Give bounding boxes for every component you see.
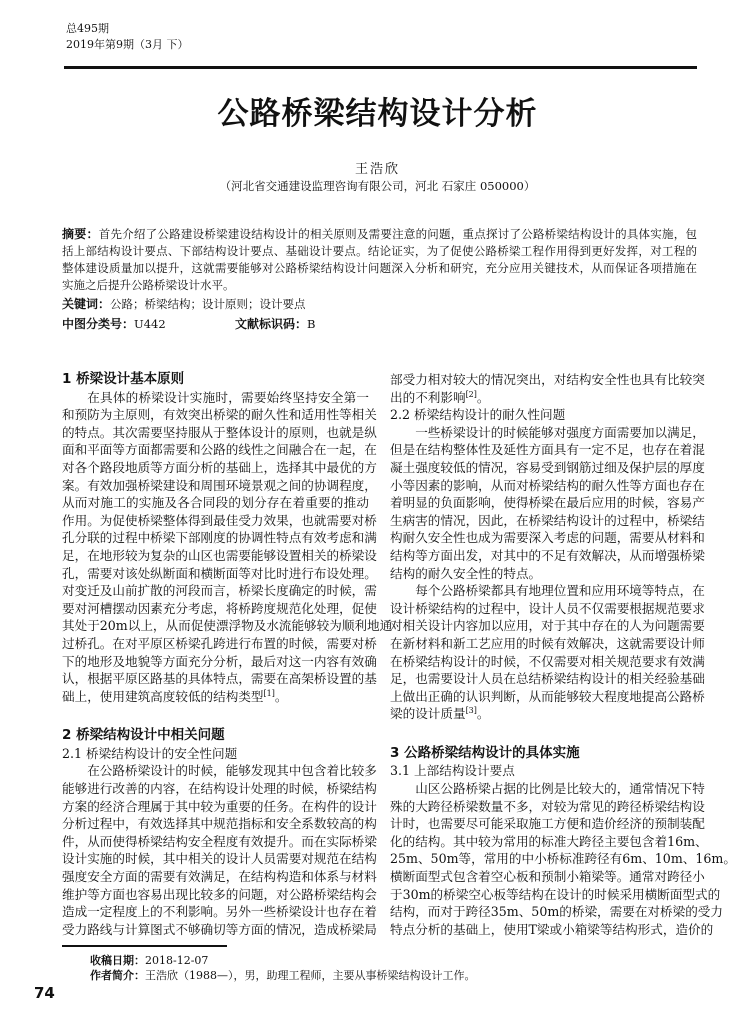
text-line: 横断面型式包含着空心板和预制小箱梁等。通常对跨径小 — [390, 869, 705, 885]
text-line: 在具体的桥梁设计实施时，需要始终坚持安全第一 — [87, 389, 369, 405]
text-line: 孔分联的过程中桥梁下部刚度的协调性特点有效考虑和满 — [62, 530, 377, 546]
text-line: 维护等方面也容易出现比较多的问题，对公路桥梁结构会 — [62, 886, 377, 902]
text-line: 受力路线与计算图式不够确切等方面的情况，造成桥梁局 — [62, 921, 377, 937]
text-line: 一些桥梁设计的时候能够对强度方面需要加以满足， — [415, 424, 705, 440]
bio-value: 王浩欣（1988—），男，助理工程师，主要从事桥梁结构设计工作。 — [145, 969, 476, 982]
text-line: 对相关设计内容加以应用，对于其中存在的人为问题需要 — [390, 618, 705, 634]
text-line: 其处于20m以上，从而促使漂浮物及水流能够较为顺利地通 — [62, 618, 393, 634]
abstract — [62, 226, 697, 294]
body-column-right — [390, 371, 736, 938]
abstract-text: 括上部结构设计要点、下部结构设计要点、基础设计要点。结论证实，为了促使公路桥梁工程作用得到更好发挥，对工程的 — [62, 244, 697, 258]
text-line: 案。有效加强桥梁建设和周围环境景观之间的协调程度， — [62, 477, 377, 493]
text-line: 认，根据平原区路基的具体特点，需要在高架桥设置的基 — [62, 671, 377, 687]
text-line: 特点分析的基础上，使用T梁或小箱梁等结构形式，造价的 — [390, 921, 714, 937]
abstract-text: 整体建设质量加以提升，这就需要能够对公路桥梁结构设计问题深入分析和研究，充分应用关键技术，从而保证各项措施在 — [62, 261, 697, 275]
text-line: 过桥孔。在对平原区桥梁孔跨进行布置的时候，需要对桥 — [62, 635, 377, 651]
text-line: 着明显的负面影响，使得桥梁在最后应用的时候，容易产 — [390, 495, 705, 511]
text-line: 对变迁及山前扩散的河段而言，桥梁长度确定的时候，需 — [62, 583, 377, 599]
text-line: 足，也需要设计人员在总结桥梁结构设计的相关经验基础 — [390, 671, 705, 687]
abstract-line — [62, 243, 697, 260]
text-line: 构耐久安全性也成为需要深入考虑的问题，需要从材料和 — [390, 530, 705, 546]
text-line: 计时，也需要尽可能采取施工方便和造价经济的预制装配 — [390, 816, 705, 832]
section-gap — [390, 723, 697, 745]
text-line: 造成一定程度上的不利影响。另外一些桥梁设计也存在着 — [62, 904, 377, 920]
article-title: 公路桥梁结构设计分析 — [217, 96, 538, 132]
text-line: 孔，需要对该处纵断面和横断面等对比时进行布设处理。 — [62, 565, 377, 581]
paragraph — [390, 424, 705, 582]
abstract-line — [62, 277, 697, 294]
keywords — [62, 296, 306, 313]
text-line: 要对河槽摆动因素充分考虑，将桥跨度规范化处理，促使 — [62, 600, 377, 616]
author-name: 王浩欣 — [354, 162, 400, 177]
abstract-text: 实施之后提升公路桥梁设计水平。 — [62, 278, 235, 292]
text-line: 面和平面等方面都需要和公路的线性之间融合在一起，在 — [62, 442, 377, 458]
text-line: 上做出正确的认识判断，从而能够较大程度地提高公路桥 — [390, 688, 705, 704]
abstract-line — [62, 260, 697, 277]
keywords-value: 公路；桥梁结构；设计原则；设计要点 — [110, 297, 306, 311]
text-line: 结构，而对于跨径35m、50m的桥梁，需要在对桥梁的受力 — [390, 904, 723, 920]
received-label: 收稿日期： — [90, 954, 145, 967]
paragraph — [62, 389, 393, 706]
text-line: 结构的耐久安全性的特点。 — [390, 565, 542, 581]
text-line: 但是在结构整体性及延性方面具有一定不足，也存在着混 — [390, 442, 705, 458]
text-line: 梁的设计质量[3]。 — [390, 706, 490, 722]
footnote-rule — [62, 945, 227, 947]
citation-ref: [1] — [263, 688, 275, 698]
text-line: 于30m的桥梁空心板等结构在设计的时候采用横断面型式的 — [390, 886, 721, 902]
abstract-line — [62, 226, 697, 243]
text-line: 在公路桥梁设计的时候，能够发现其中包含着比较多 — [87, 763, 377, 779]
text-line: 在新材料和新工艺应用的时候有效解决，这就需要设计师 — [390, 635, 705, 651]
text-line: 设计桥梁结构的过程中，设计人员不仅需要根据规范要求 — [390, 600, 705, 616]
text-line: 础上，使用建筑高度较低的结构类型[1]。 — [62, 688, 288, 704]
paragraph — [390, 371, 705, 406]
text-line: 件，从而使得桥梁结构安全程度有效提升。而在实际桥梁 — [62, 833, 377, 849]
text-line: 方案的经济合理属于其中较为重要的任务。在构件的设计 — [62, 798, 377, 814]
header-rule — [64, 66, 697, 69]
section-heading: 1 桥梁设计基本原则 — [62, 371, 185, 387]
paragraph — [62, 762, 377, 938]
text-line: 和预防为主原则，有效突出桥梁的耐久性和适用性等相关 — [62, 407, 377, 423]
issue-total: 总495期 — [66, 22, 109, 35]
text-line: 结构等方面出发，对其中的不足有效解决，从而增强桥梁 — [390, 547, 705, 563]
author-bio — [90, 968, 476, 983]
section-heading: 2 桥梁结构设计中相关问题 — [62, 727, 225, 744]
text-line: 分析过程中，有效选择其中规范指标和安全系数较高的构 — [62, 816, 377, 832]
text-line: 部受力相对较大的情况突出，对结构安全性也具有比较突 — [390, 372, 705, 387]
text-line: 从而对施工的实施及各合同段的划分存在着重要的推动 — [62, 495, 369, 511]
citation-ref: [2] — [465, 389, 477, 399]
abstract-text: 首先介绍了公路建设桥梁建设结构设计的相关原则及需要注意的问题，重点探讨了公路桥梁结构设计的具体实施，包 — [98, 227, 697, 241]
classification-value: U442 — [134, 317, 166, 331]
paragraph — [390, 780, 736, 938]
text-line: 25m、50m等，常用的中小桥标准跨径有6m、10m、16m。 — [390, 851, 736, 867]
classification-label: 中图分类号： — [62, 317, 135, 331]
received-date — [90, 953, 208, 968]
text-line: 山区公路桥梁占据的比例是比较大的，通常情况下特 — [415, 781, 705, 797]
section-gap — [62, 705, 369, 727]
text-line: 在桥梁结构设计的时候，不仅需要对相关规范要求有效满 — [390, 653, 705, 669]
issue-date: 2019年第9期（3月 下） — [66, 38, 189, 51]
subsection-heading: 2.1 桥梁结构设计的安全性问题 — [62, 745, 238, 761]
received-value: 2018-12-07 — [145, 954, 209, 967]
citation-ref: [3] — [465, 706, 477, 716]
text-line: 出的不利影响[2]。 — [390, 389, 490, 405]
text-line: 化的结构。其中较为常用的标准大跨径主要包含着16m、 — [390, 833, 708, 849]
text-line: 下的地形及地貌等方面充分分析，最后对这一内容有效确 — [62, 653, 377, 669]
page-number: 74 — [34, 984, 55, 1002]
body-column-left — [62, 371, 393, 938]
text-line: 作用。为促使桥梁整体得到最佳受力效果，也就需要对桥 — [62, 512, 377, 528]
paragraph — [390, 582, 705, 723]
abstract-label: 摘要： — [62, 227, 99, 241]
author-affiliation: （河北省交通建设监理咨询有限公司，河北 石家庄 050000） — [219, 179, 536, 193]
text-line: 对各个路段地质等方面分析的基础上，选择其中最优的方 — [62, 459, 377, 475]
text-line: 足，在地形较为复杂的山区也需要能够设置相关的桥梁设 — [62, 547, 377, 563]
subsection-heading: 2.2 桥梁结构设计的耐久性问题 — [390, 407, 566, 423]
text-line: 小等因素的影响，从而对桥梁结构的耐久性等方面也存在 — [390, 477, 705, 493]
subsection-heading: 3.1 上部结构设计要点 — [390, 763, 515, 779]
text-line: 每个公路桥梁都具有地理位置和应用环境等特点，在 — [415, 583, 705, 599]
text-line: 能够进行改善的内容，在结构设计处理的时候，桥梁结构 — [62, 781, 377, 797]
text-line: 凝土强度较低的情况，容易受到钢筋过细及保护层的厚度 — [390, 459, 705, 475]
text-line: 强度安全方面的需要有效满足，在结构构造和体系与材料 — [62, 869, 377, 885]
keywords-label: 关键词： — [62, 297, 111, 311]
text-line: 的特点。其次需要坚持服从于整体设计的原则，也就是纵 — [62, 424, 377, 440]
text-line: 殊的大跨径桥梁数量不多，对较为常见的跨径桥梁结构设 — [390, 798, 705, 814]
doc-code-label: 文献标识码： — [234, 317, 307, 331]
text-line: 设计实施的时候，其中相关的设计人员需要对规范在结构 — [62, 851, 377, 867]
section-heading: 3 公路桥梁结构设计的具体实施 — [390, 744, 580, 761]
bio-label: 作者简介： — [90, 969, 145, 982]
classification-row — [62, 316, 315, 333]
text-line: 生病害的情况，因此，在桥梁结构设计的过程中，桥梁结 — [390, 512, 705, 528]
doc-code-value: B — [307, 317, 316, 331]
